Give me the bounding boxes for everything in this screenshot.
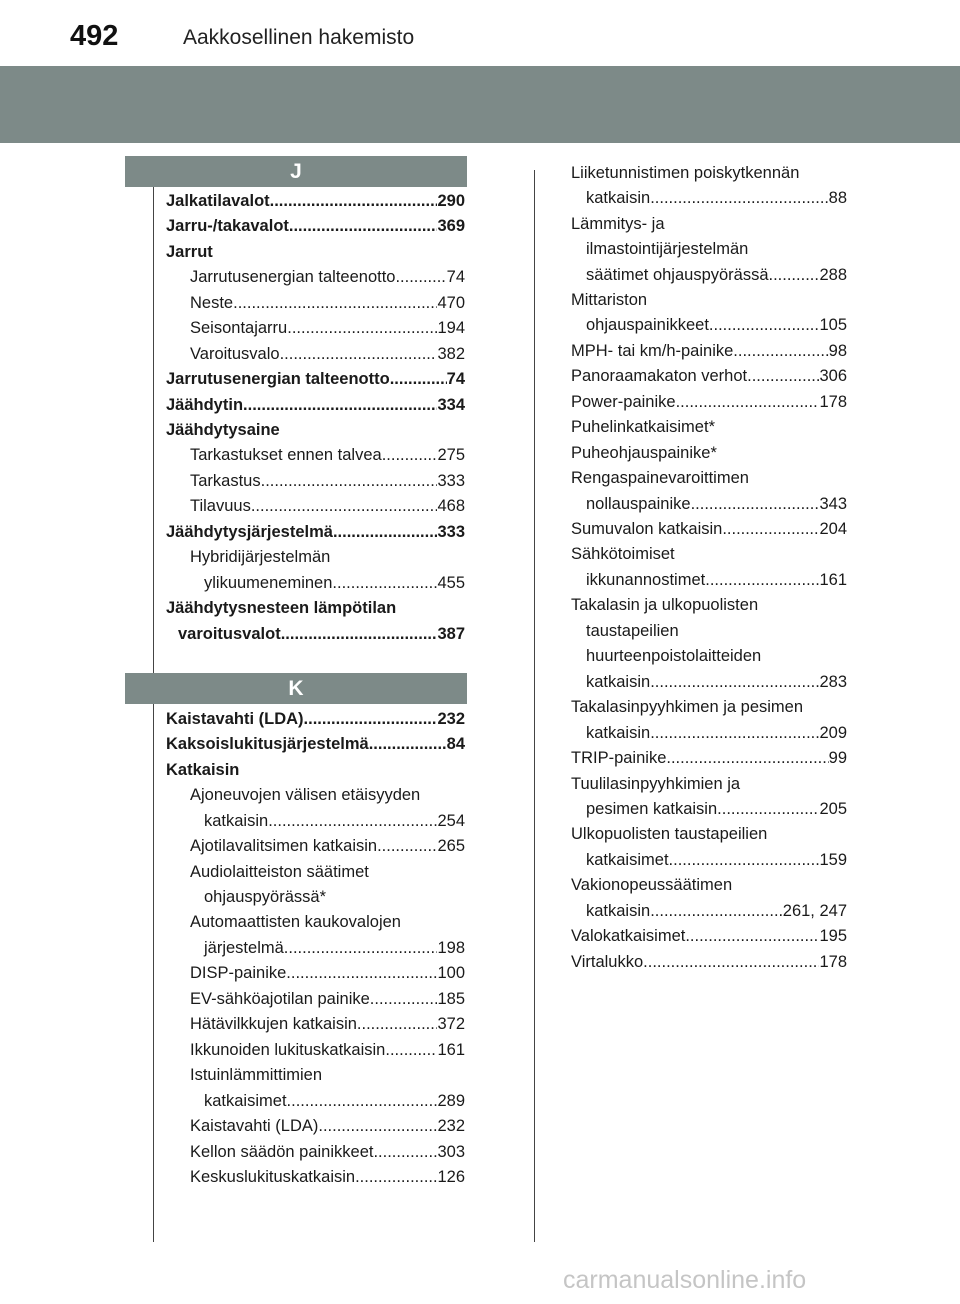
index-entry: varoitusvalot ..... 387 (178, 622, 465, 647)
index-entry: Ulkopuolisten taustapeilien (571, 825, 768, 843)
index-heading: Jarrut (166, 243, 213, 261)
index-entry: Sumuvalon katkaisin ..... 204 (571, 517, 847, 542)
index-entry: Power-painike ..... 178 (571, 390, 847, 415)
index-subentry: Ikkunoiden lukituskatkaisin ..... 161 (190, 1038, 465, 1063)
index-entry: ikkunannostimet ..... 161 (586, 568, 847, 593)
index-heading: Katkaisin (166, 761, 240, 779)
index-subentry: Neste ..... 470 (190, 291, 465, 316)
index-entry: Rengaspainevaroittimen (571, 469, 749, 487)
index-entry: Mittariston (571, 291, 648, 309)
index-entry: Panoraamakaton verhot ..... 306 (571, 364, 847, 389)
index-subentry: Kaistavahti (LDA) ..... 232 (190, 1114, 465, 1139)
watermark: carmanualsonline.info (563, 1266, 807, 1294)
index-entry: Liiketunnistimen poiskytkennän (571, 164, 800, 182)
index-entry: Jäähdytysnesteen lämpötilan (166, 599, 397, 617)
index-subentry: DISP-painike ..... 100 (190, 961, 465, 986)
index-subentry: Istuinlämmittimien (190, 1066, 323, 1084)
index-heading: Jäähdytysaine (166, 421, 280, 439)
index-entry: katkaisin ..... 261, 247 (586, 899, 847, 924)
index-subentry: katkaisin ..... 254 (204, 809, 465, 834)
index-subentry: Ajotilavalitsimen katkaisin ..... 265 (190, 834, 465, 859)
left-column-rule (153, 187, 154, 1242)
index-entry: ohjauspainikkeet ..... 105 (586, 313, 847, 338)
index-subentry: Seisontajarru ..... 194 (190, 316, 465, 341)
index-subentry: Audiolaitteiston säätimet (190, 863, 369, 881)
index-subentry: ohjauspyörässä* (204, 888, 326, 906)
index-entry: Jäähdytin ..... 334 (166, 393, 465, 418)
index-entry: Tuulilasinpyyhkimien ja (571, 775, 741, 793)
index-subentry: Tarkastus ..... 333 (190, 469, 465, 494)
index-entry: Puheohjauspainike* (571, 444, 717, 462)
index-subentry: Automaattisten kaukovalojen (190, 913, 401, 931)
index-entry: Jarrutusenergian talteenotto ..... 74 (166, 367, 465, 392)
page-title: Aakkosellinen hakemisto (183, 26, 415, 49)
index-subentry: ylikuumeneminen ..... 455 (204, 571, 465, 596)
index-entry: TRIP-painike ..... 99 (571, 746, 847, 771)
index-entry: Valokatkaisimet ..... 195 (571, 924, 847, 949)
index-entry: Virtalukko ..... 178 (571, 950, 847, 975)
index-entry: katkaisin ..... 88 (586, 186, 847, 211)
header-band (0, 66, 960, 143)
page-header (0, 0, 960, 66)
index-subentry: Jarrutusenergian talteenotto ..... 74 (190, 265, 465, 290)
index-subentry: järjestelmä ..... 198 (204, 936, 465, 961)
index-subentry: Tilavuus ..... 468 (190, 494, 465, 519)
index-subentry: Kellon säädön painikkeet ..... 303 (190, 1140, 465, 1165)
index-entry: Kaistavahti (LDA) ..... 232 (166, 707, 465, 732)
index-entry: Vakionopeussäätimen (571, 876, 733, 894)
section-header-j: J (125, 156, 467, 187)
index-entry: katkaisin ..... 209 (586, 721, 847, 746)
index-subentry: Hätävilkkujen katkaisin ..... 372 (190, 1012, 465, 1037)
index-entry: Takalasinpyyhkimen ja pesimen (571, 698, 804, 716)
index-entry: pesimen katkaisin ..... 205 (586, 797, 847, 822)
index-subentry: Hybridijärjestelmän (190, 548, 331, 566)
index-entry: Lämmitys- ja (571, 215, 665, 233)
index-entry: katkaisimet ..... 159 (586, 848, 847, 873)
index-subentry: Tarkastukset ennen talvea ..... 275 (190, 443, 465, 468)
index-entry: Jalkatilavalot ..... 290 (166, 189, 465, 214)
index-entry: Jäähdytysjärjestelmä ..... 333 (166, 520, 465, 545)
index-subentry: Varoitusvalo ..... 382 (190, 342, 465, 367)
index-entry: Takalasin ja ulkopuolisten (571, 596, 759, 614)
index-subentry: EV-sähköajotilan painike ..... 185 (190, 987, 465, 1012)
index-entry: katkaisin ..... 283 (586, 670, 847, 695)
index-entry: Jarru-/takavalot ..... 369 (166, 214, 465, 239)
right-column-rule (534, 170, 535, 1242)
index-entry: ilmastointijärjestelmän (586, 240, 749, 258)
index-entry: säätimet ohjauspyörässä ..... 288 (586, 263, 847, 288)
index-entry: Puhelinkatkaisimet* (571, 418, 715, 436)
index-entry: huurteenpoistolaitteiden (586, 647, 762, 665)
index-subentry: Keskuslukituskatkaisin ..... 126 (190, 1165, 465, 1190)
index-entry: Kaksoislukitusjärjestelmä ..... 84 (166, 732, 465, 757)
page-number: 492 (70, 20, 119, 52)
index-subentry: Ajoneuvojen välisen etäisyyden (190, 786, 421, 804)
section-header-k: K (125, 673, 467, 704)
index-entry: MPH- tai km/h-painike ..... 98 (571, 339, 847, 364)
index-entry: nollauspainike ..... 343 (586, 492, 847, 517)
index-subentry: katkaisimet ..... 289 (204, 1089, 465, 1114)
index-entry: Sähkötoimiset (571, 545, 675, 563)
index-entry: taustapeilien (586, 622, 679, 640)
